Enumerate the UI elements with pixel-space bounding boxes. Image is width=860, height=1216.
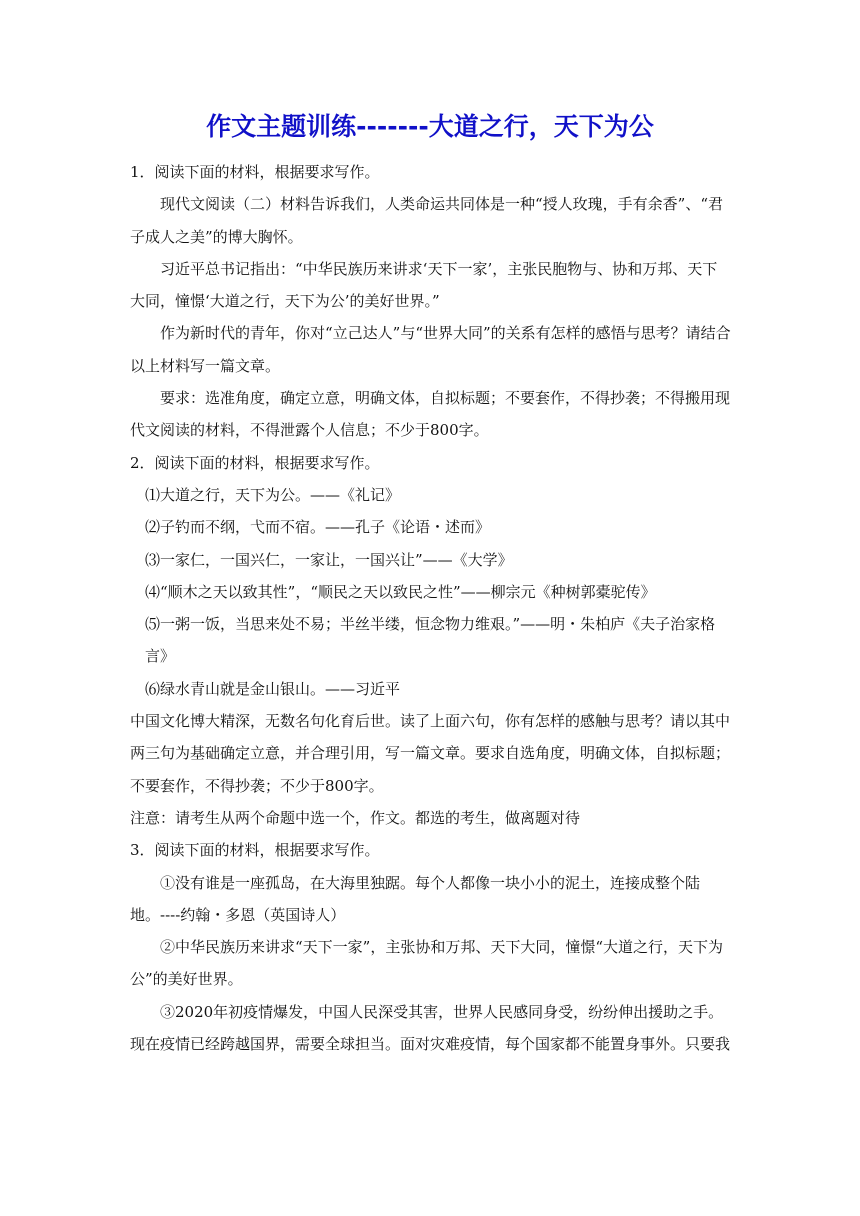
paragraph: 要求：选准角度，确定立意，明确文体，自拟标题；不要套作，不得抄袭；不得搬用现代文阅读的材料，不得泄露个人信息；不少于800字。 xyxy=(130,389,731,440)
paragraph: ⑵子钓而不纲，弋而不宿。——孔子《论语・述而》 xyxy=(145,518,491,537)
paragraph: ③2020年初疫情爆发，中国人民深受其害，世界人民感同身受，纷纷伸出援助之手。现在疫情已经跨越国界，需要全球担当。面对灾难疫情，每个国家都不能置身事外。只要我 xyxy=(130,1002,731,1054)
paragraph: 习近平总书记指出：“中华民族历来讲求‘天下一家’，主张民胞物与、协和万邦、天下大同，憧憬‘大道之行，天下为公’的美好世界。” xyxy=(130,259,718,311)
paragraph: ⑹绿水青山就是金山银山。——习近平 xyxy=(145,679,401,698)
paragraph: ⑸一粥一饭，当思来处不易；半丝半缕，恒念物力维艰。”——明・朱柏庐《夫子治家格言》 xyxy=(145,615,716,666)
paragraph: 作为新时代的青年，你对“立己达人”与“世界大同”的关系有怎样的感悟与思考？请结合以上材料写一篇文章。 xyxy=(130,324,731,375)
document-body xyxy=(130,156,732,1060)
document-title: 作文主题训练-------大道之行，天下为公 xyxy=(206,112,654,141)
paragraph: 现代文阅读（二）材料告诉我们，人类命运共同体是一种“授人玫瑰，手有余香”、“君子成人之美”的博大胸怀。 xyxy=(130,195,724,246)
paragraph: 注意：请考生从两个命题中选一个，作文。都选的考生，做离题对待 xyxy=(130,808,581,827)
paragraph: ①没有谁是一座孤岛，在大海里独踞。每个人都像一块小小的泥土，连接成整个陆地。----约翰・多恩（英国诗人） xyxy=(130,873,701,924)
paragraph: 2．阅读下面的材料，根据要求写作。 xyxy=(130,453,380,472)
paragraph: ⑷“顺木之天以致其性”，“顺民之天以致民之性”——柳宗元《种树郭橐驼传》 xyxy=(145,582,656,601)
paragraph: 中国文化博大精深，无数名句化育后世。读了上面六句，你有怎样的感触与思考？请以其中两三句为基础确定立意，并合理引用，写一篇文章。要求自选角度，明确文体，自拟标题；不要套作，不得抄袭；不少于800字。 xyxy=(130,712,731,795)
paragraph: ⑶一家仁，一国兴仁，一家让，一国兴让”——《大学》 xyxy=(145,550,513,569)
paragraph: 3．阅读下面的材料，根据要求写作。 xyxy=(130,841,380,860)
paragraph: ⑴大道之行，天下为公。——《礼记》 xyxy=(145,485,401,504)
paragraph: 1．阅读下面的材料，根据要求写作。 xyxy=(130,163,380,181)
paragraph: ②中华民族历来讲求“天下一家”，主张协和万邦、天下大同，憧憬“大道之行，天下为公”的美好世界。 xyxy=(130,938,724,989)
